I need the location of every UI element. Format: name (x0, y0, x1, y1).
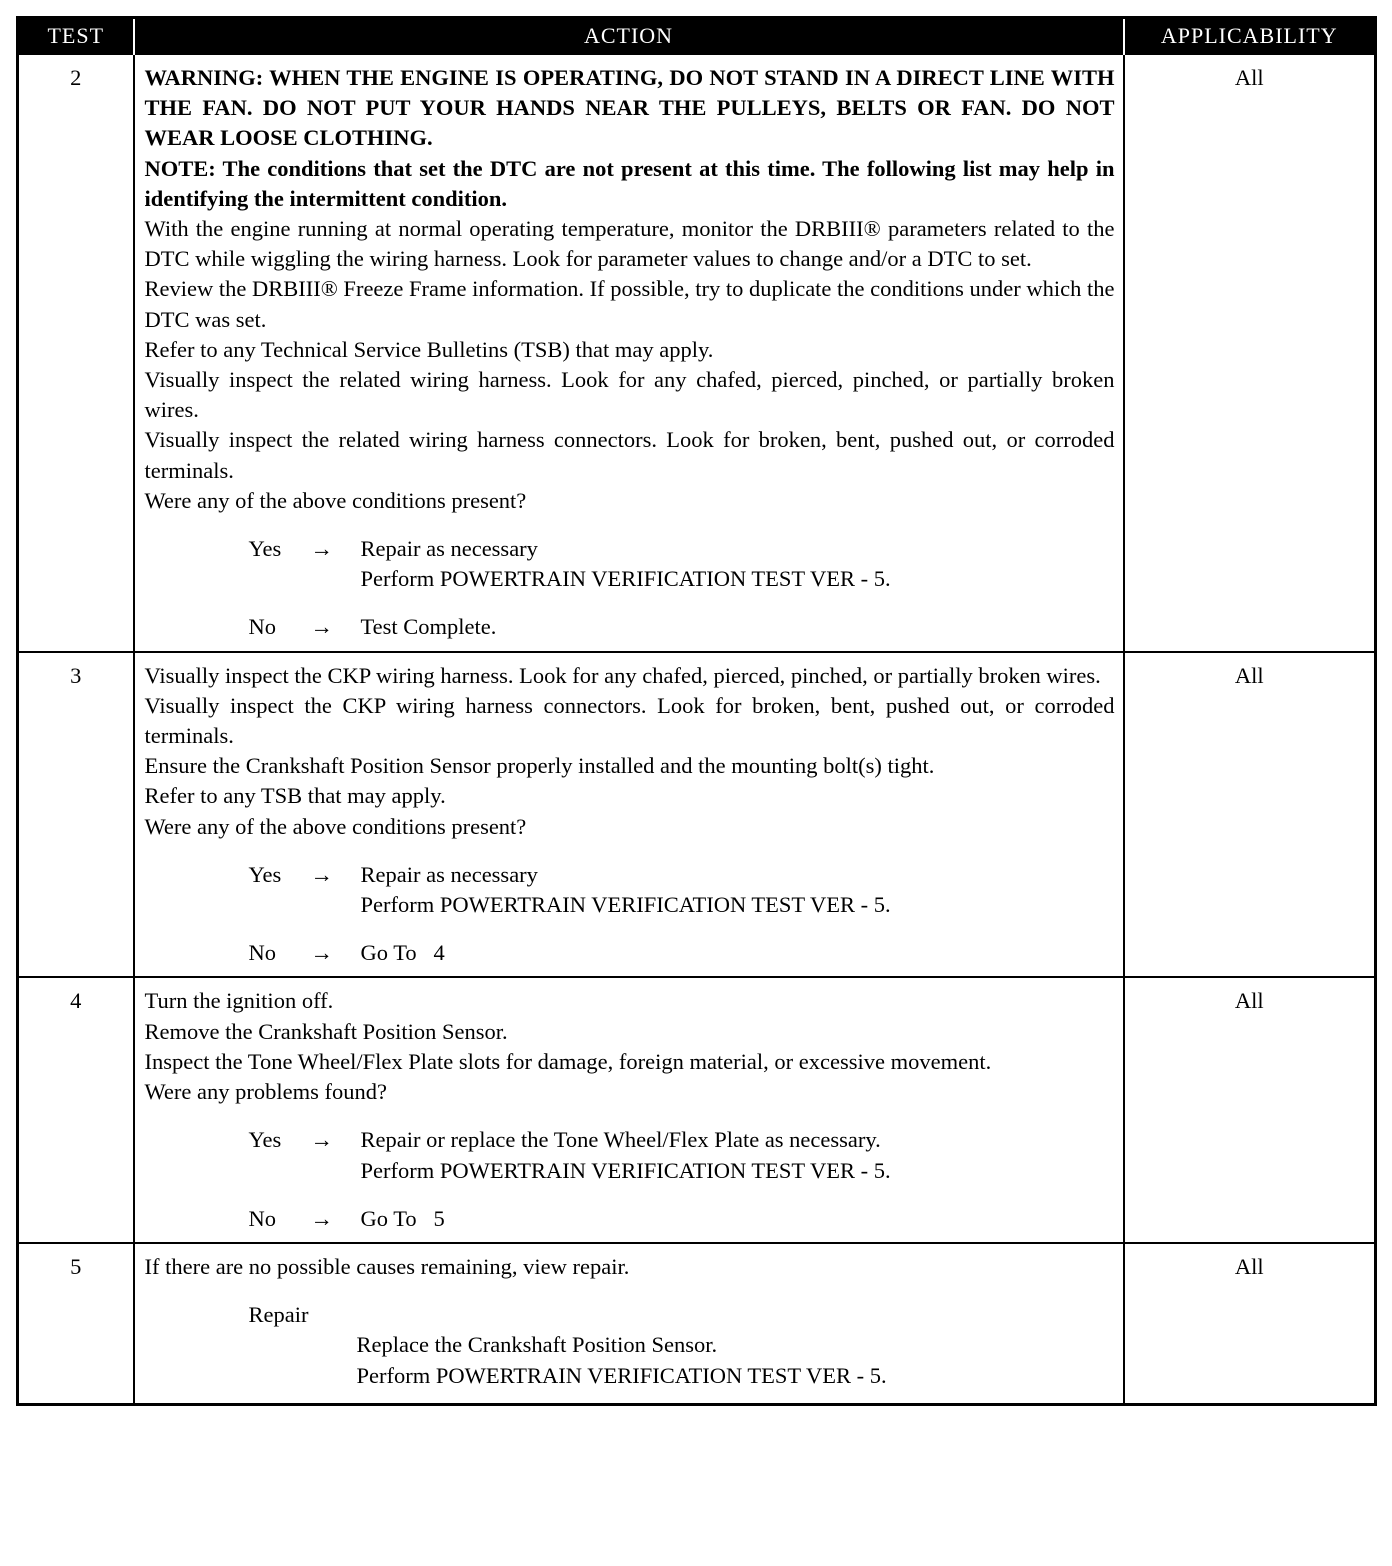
yes-outcome-line: Perform POWERTRAIN VERIFICATION TEST VER - 5. (360, 892, 891, 918)
diagnostic-table (16, 16, 1377, 1406)
no-outcome (361, 1204, 445, 1234)
action-line: Visually inspect the related wiring harness connectors. Look for broken, bent, pushed out, or corroded terminals. (144, 427, 1115, 483)
yes-branch (249, 534, 1115, 594)
yes-outcome (361, 534, 891, 594)
action-line: Review the DRBIII® Freeze Frame information. If possible, try to duplicate the conditions under which the DTC was set. (144, 276, 1115, 332)
yes-label: Yes (248, 536, 282, 562)
yes-outcome (361, 1125, 891, 1185)
action-line: Refer to any TSB that may apply. (144, 783, 446, 809)
right-arrow-icon: → (310, 536, 333, 562)
action-line: Visually inspect the related wiring harness. Look for any chafed, pierced, pinched, or partially broken wires. (144, 367, 1115, 423)
action-question: Were any problems found? (144, 1079, 387, 1105)
table-row (18, 54, 1376, 652)
repair-steps (357, 1330, 1115, 1390)
right-arrow-icon: → (310, 1205, 333, 1231)
yes-outcome-line: Repair as necessary (360, 536, 538, 562)
diagnostic-test-sheet (16, 16, 1374, 1406)
repair-label: Repair (248, 1302, 309, 1328)
applicability-cell: All (1124, 652, 1376, 978)
right-arrow-icon: → (310, 940, 333, 966)
no-outcome-line: Go To 4 (360, 940, 445, 966)
header-applicability: APPLICABILITY (1124, 18, 1376, 55)
right-arrow-icon: → (310, 614, 333, 640)
branch-list (249, 860, 1115, 969)
header-action: ACTION (134, 18, 1124, 55)
action-line: Ensure the Crankshaft Position Sensor properly installed and the mounting bolt(s) tight. (144, 753, 935, 779)
repair-step: Replace the Crankshaft Position Sensor. (356, 1332, 718, 1358)
warning-text: WARNING: WHEN THE ENGINE IS OPERATING, DO NOT STAND IN A DIRECT LINE WITH THE FAN. DO NOT PUT YOUR HANDS NEAR THE PULLEYS, BELTS OR FAN. DO NOT WEAR LOOSE CLOTHING. (144, 65, 1115, 151)
action-cell (134, 977, 1124, 1242)
branch-list (249, 1125, 1115, 1234)
test-number: 3 (18, 652, 134, 978)
test-number: 5 (18, 1243, 134, 1404)
no-label: No (248, 614, 276, 640)
no-branch (249, 938, 1115, 968)
table-row (18, 1243, 1376, 1404)
test-number: 4 (18, 977, 134, 1242)
header-row (18, 18, 1376, 55)
applicability-cell: All (1124, 1243, 1376, 1404)
note-text: NOTE: The conditions that set the DTC are not present at this time. The following list may help in identifying the intermittent condition. (144, 155, 1115, 211)
action-line: If there are no possible causes remaining, view repair. (144, 1253, 630, 1279)
yes-label: Yes (248, 861, 282, 887)
table-row (18, 652, 1376, 978)
no-label: No (248, 940, 276, 966)
no-outcome-line: Go To 5 (360, 1205, 445, 1231)
yes-outcome (361, 860, 891, 920)
no-outcome (361, 938, 445, 968)
right-arrow-icon: → (310, 861, 333, 887)
table-row (18, 977, 1376, 1242)
action-line: Inspect the Tone Wheel/Flex Plate slots for damage, foreign material, or excessive movement. (144, 1048, 992, 1074)
applicability-cell: All (1124, 54, 1376, 652)
action-cell (134, 652, 1124, 978)
yes-branch (249, 1125, 1115, 1185)
action-line: Remove the Crankshaft Position Sensor. (144, 1018, 508, 1044)
test-number: 2 (18, 54, 134, 652)
action-cell (134, 1243, 1124, 1404)
action-line: Turn the ignition off. (144, 988, 334, 1014)
yes-label: Yes (248, 1127, 282, 1153)
applicability-cell: All (1124, 977, 1376, 1242)
yes-branch (249, 860, 1115, 920)
yes-outcome-line: Perform POWERTRAIN VERIFICATION TEST VER - 5. (360, 1157, 891, 1183)
yes-outcome-line: Repair or replace the Tone Wheel/Flex Plate as necessary. (360, 1127, 881, 1153)
no-outcome (361, 612, 497, 642)
repair-step: Perform POWERTRAIN VERIFICATION TEST VER - 5. (356, 1362, 887, 1388)
action-line: Visually inspect the CKP wiring harness. Look for any chafed, pierced, pinched, or partially broken wires. (144, 662, 1101, 688)
action-cell (134, 54, 1124, 652)
action-line: Visually inspect the CKP wiring harness connectors. Look for broken, bent, pushed out, or corroded terminals. (144, 692, 1115, 749)
header-test: TEST (18, 18, 134, 55)
yes-outcome-line: Repair as necessary (360, 861, 538, 887)
action-question: Were any of the above conditions present? (144, 813, 527, 839)
no-branch (249, 1204, 1115, 1234)
action-line: Refer to any Technical Service Bulletins (TSB) that may apply. (144, 336, 714, 362)
action-question: Were any of the above conditions present? (144, 487, 527, 513)
right-arrow-icon: → (310, 1127, 333, 1153)
yes-outcome-line: Perform POWERTRAIN VERIFICATION TEST VER - 5. (360, 566, 891, 592)
branch-list (249, 534, 1115, 643)
no-outcome-line: Test Complete. (360, 614, 497, 640)
no-label: No (248, 1205, 276, 1231)
no-branch (249, 612, 1115, 642)
action-line: With the engine running at normal operating temperature, monitor the DRBIII® parameters related to the DTC while wiggling the wiring harness. Look for parameter values to change and/or a DTC to set. (144, 216, 1115, 272)
